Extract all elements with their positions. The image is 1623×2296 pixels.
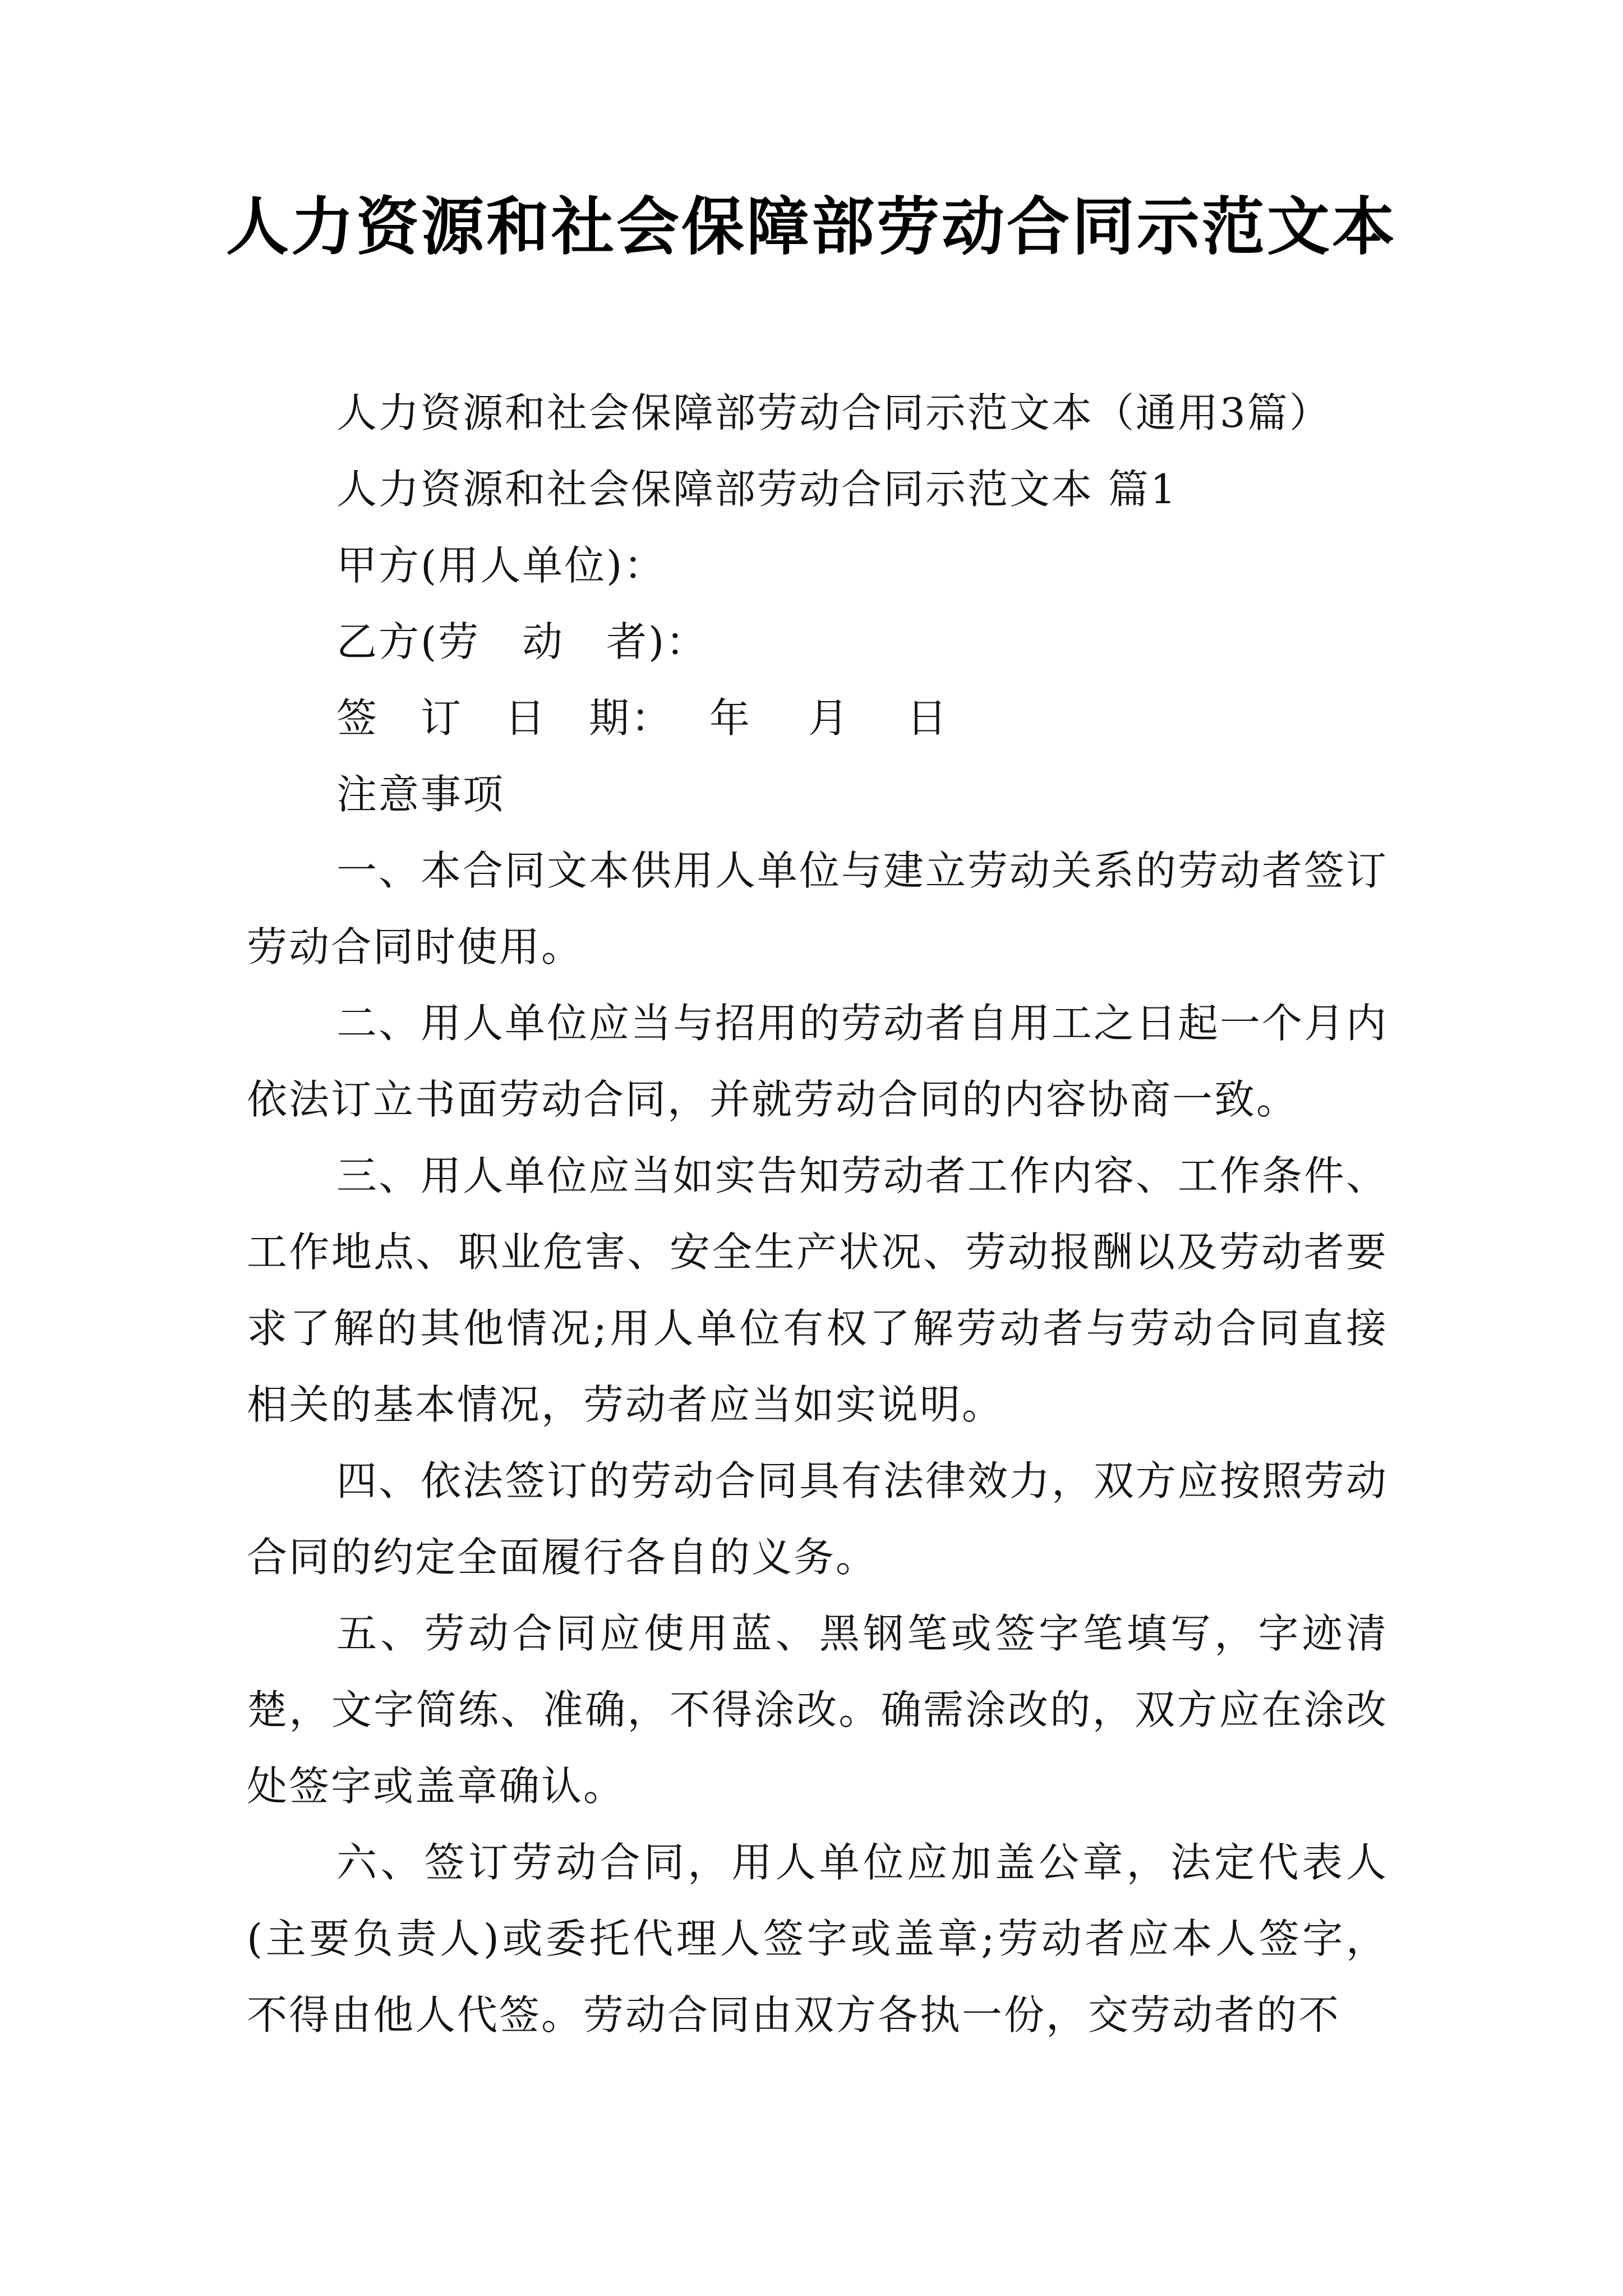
party-b-field: 乙方(劳 动 者)： <box>336 618 708 665</box>
document-subtitle: 人力资源和社会保障部劳动合同示范文本（通用3篇） <box>336 389 1331 436</box>
note-item-6: 六、签订劳动合同，用人单位应加盖公章，法定代表人(主要负责人)或委托代理人签字或盖章;劳动者应本人签字，不得由他人代签。劳动合同由双方各执一份，交劳动者的不 <box>247 1839 1388 2039</box>
section-heading: 人力资源和社会保障部劳动合同示范文本 篇1 <box>336 466 1178 513</box>
note-item-5: 五、劳动合同应使用蓝、黑钢笔或签字笔填写，字迹清楚，文字简练、准确，不得涂改。确需涂改的，双方应在涂改处签字或盖章确认。 <box>247 1610 1388 1810</box>
note-item-4: 四、依法签订的劳动合同具有法律效力，双方应按照劳动合同的约定全面履行各自的义务。 <box>247 1457 1389 1581</box>
sign-date-field: 签 订 日 期： 年 月 日 <box>336 694 949 742</box>
document-title: 人力资源和社会保障部劳动合同示范文本 <box>226 190 1397 264</box>
note-item-1: 一、本合同文本供用人单位与建立劳动关系的劳动者签订劳动合同时使用。 <box>247 847 1389 970</box>
party-a-field: 甲方(用人单位)： <box>336 542 666 589</box>
note-item-2: 二、用人单位应当与招用的劳动者自用工之日起一个月内依法订立书面劳动合同，并就劳动合同的内容协商一致。 <box>247 1000 1389 1123</box>
document-body <box>247 375 1388 2053</box>
note-item-3: 三、用人单位应当如实告知劳动者工作内容、工作条件、工作地点、职业危害、安全生产状况、劳动报酬以及劳动者要求了解的其他情况;用人单位有权了解劳动者与劳动合同直接相关的基本情况，劳动者应当如实说明。 <box>247 1152 1389 1428</box>
notes-heading: 注意事项 <box>336 771 505 818</box>
